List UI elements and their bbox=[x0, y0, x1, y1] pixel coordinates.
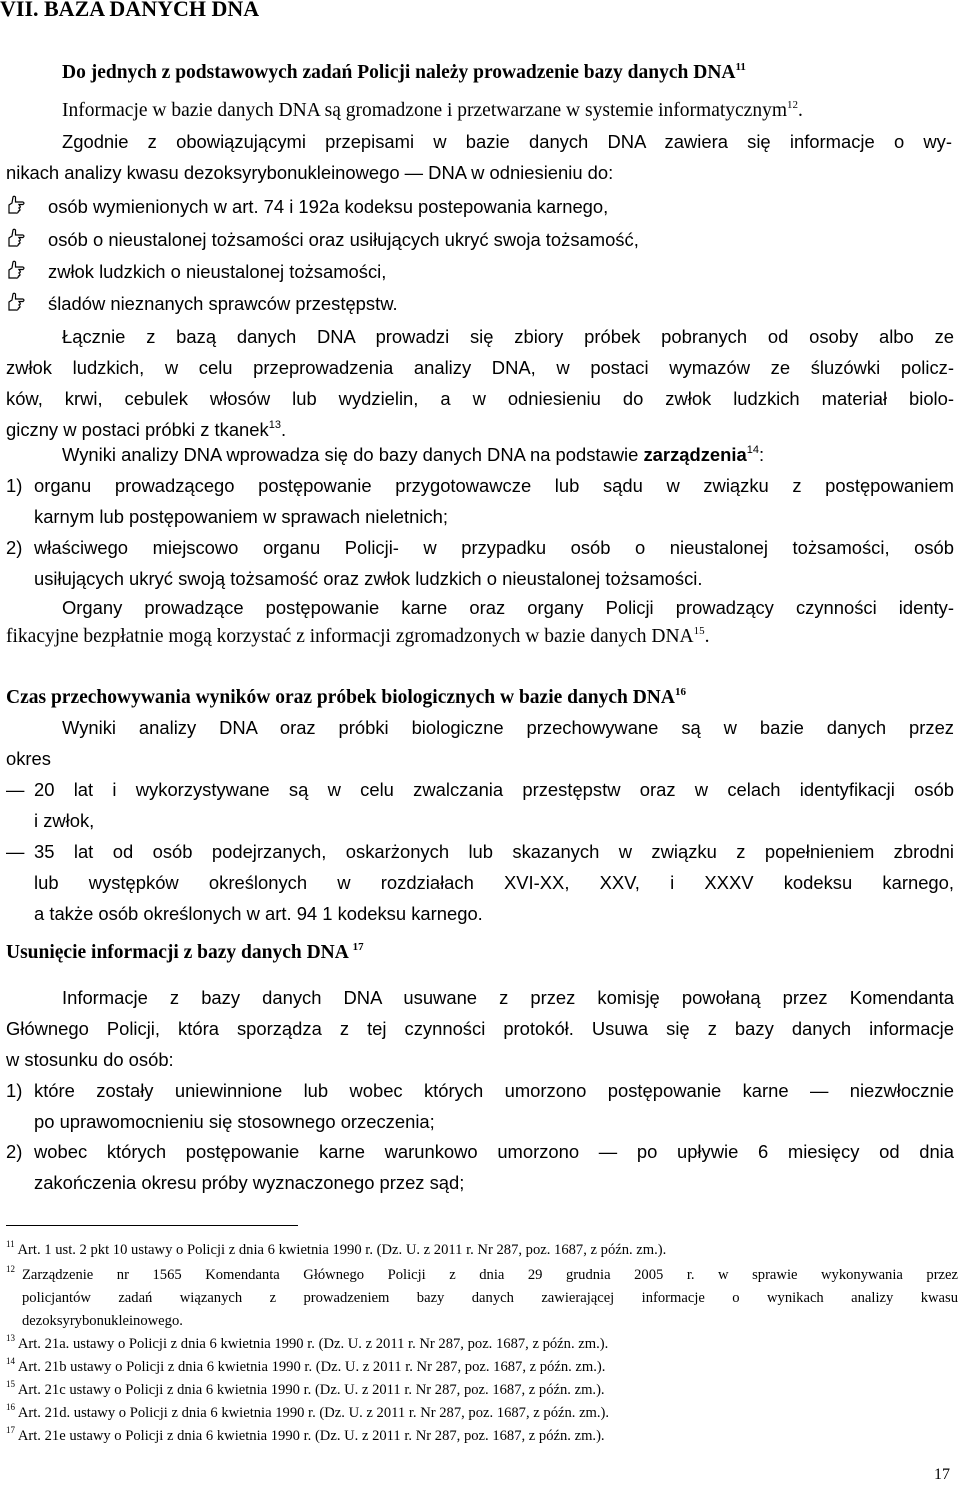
footnote-number: 15 bbox=[6, 1379, 15, 1390]
footnote-number: 17 bbox=[6, 1425, 15, 1436]
footnote-text: Art. 21c ustawy o Policji z dnia 6 kwietnia 1990 r. (Dz. U. z 2011 r. Nr 287, poz. 1687, z późn. zm.). bbox=[17, 1382, 605, 1398]
text-line: Informacje z bazy danych DNA usuwane z przez komisję powołaną przez Komendanta bbox=[62, 987, 954, 1008]
text-line: Zgodnie z obowiązującymi przepisami w bazie danych DNA zawiera się informacje o wy- bbox=[62, 131, 952, 152]
text-line bbox=[62, 96, 803, 126]
text-line: Głównego Policji, która sporządza z tej czynności protokół. Usuwa się z bazy danych informacje bbox=[6, 1018, 954, 1039]
text-span: : bbox=[758, 444, 765, 465]
list-item-line: usiłujących ukryć swoją tożsamość oraz zwłok ludzkich o nieustalonej tożsamości. bbox=[34, 568, 703, 589]
footnote-separator bbox=[6, 1225, 298, 1226]
bullet-item: śladów nieznanych sprawców przestępstw. bbox=[48, 293, 398, 314]
footnote-text: Zarządzenie nr 1565 Komendanta Głównego Policji z dnia 29 grudnia 2005 r. w sprawie wykonywania przez bbox=[22, 1267, 958, 1283]
text-span: Wyniki analizy DNA wprowadza się do bazy danych DNA na podstawie bbox=[62, 444, 639, 465]
footnote-number-line bbox=[6, 1264, 15, 1286]
subsection-heading bbox=[6, 683, 686, 713]
footnote-text: dezoksyrybonukleinowego. bbox=[22, 1313, 183, 1329]
list-dash: — bbox=[6, 779, 25, 800]
page-number: 17 bbox=[934, 1466, 950, 1483]
footnote-text: Art. 21a. ustawy o Policji z dnia 6 kwietnia 1990 r. (Dz. U. z 2011 r. Nr 287, poz. 1687, z późn. zm.). bbox=[17, 1336, 609, 1352]
footnote-text: Art. 21b ustawy o Policji z dnia 6 kwietnia 1990 r. (Dz. U. z 2011 r. Nr 287, poz. 1687, z późn. zm.). bbox=[17, 1359, 606, 1375]
text-span: . bbox=[704, 626, 710, 647]
pointing-hand-icon bbox=[6, 194, 28, 216]
list-item-line: a także osób określonych w art. 94 1 kodeksu karnego. bbox=[34, 903, 483, 924]
list-item-line: po uprawomocnieniu się stosownego orzeczenia; bbox=[34, 1111, 435, 1132]
footnote-text: policjantów zadań wiązanych z prowadzeniem bazy danych zawierającej informacje o wynikach analizy kwasu bbox=[22, 1290, 958, 1306]
footnote-number: 13 bbox=[6, 1333, 15, 1344]
footnote bbox=[6, 1379, 605, 1401]
footnote-text: Art. 1 ust. 2 pkt 10 ustawy o Policji z dnia 6 kwietnia 1990 r. (Dz. U. z 2011 r. Nr 287, poz. 1687, z późn. zm.). bbox=[17, 1242, 667, 1258]
footnote-ref: 17 bbox=[352, 940, 364, 953]
footnote-ref: 13 bbox=[268, 418, 281, 431]
list-number: 2) bbox=[6, 537, 23, 558]
text-span: . bbox=[798, 100, 803, 121]
footnote-ref: 11 bbox=[735, 60, 746, 73]
pointing-hand-icon bbox=[6, 259, 28, 281]
list-item-line: wobec których postępowanie karne warunkowo umorzono — po upływie 6 miesięcy od dnia bbox=[34, 1141, 954, 1162]
list-item-line: 20 lat i wykorzystywane są w celu zwalczania przestępstw oraz w celach identyfikacji osób bbox=[34, 779, 954, 800]
footnote-text: Art. 21e ustawy o Policji z dnia 6 kwietnia 1990 r. (Dz. U. z 2011 r. Nr 287, poz. 1687, z późn. zm.). bbox=[17, 1428, 605, 1444]
footnote bbox=[6, 1425, 605, 1447]
bold-term: zarządzenia bbox=[643, 444, 747, 465]
bullet-item: osób o nieustalonej tożsamości oraz usiłujących ukryć swoja tożsamość, bbox=[48, 229, 639, 250]
list-item-line: organu prowadzącego postępowanie przygotowawcze lub sądu w związku z postępowaniem bbox=[34, 475, 954, 496]
pointing-hand-icon bbox=[6, 227, 28, 249]
section-title: VII. BAZA DANYCH DNA bbox=[0, 0, 260, 21]
text-line: w stosunku do osób: bbox=[6, 1049, 174, 1070]
list-number: 2) bbox=[6, 1141, 23, 1162]
footnote-ref: 16 bbox=[674, 685, 686, 698]
list-number: 1) bbox=[6, 475, 23, 496]
text-line: Łącznie z bazą danych DNA prowadzi się zbiory próbek pobranych od osoby albo ze bbox=[62, 326, 954, 347]
footnote bbox=[6, 1356, 605, 1378]
footnote-number: 12 bbox=[6, 1264, 15, 1275]
text-span: fikacyjne bezpłatnie mogą korzystać z informacji zgromadzonych w bazie danych DNA bbox=[6, 626, 694, 647]
text-line: nikach analizy kwasu dezoksyrybonukleinowego — DNA w odniesieniu do: bbox=[6, 162, 614, 183]
text-line: okres bbox=[6, 748, 51, 769]
list-item-line: które zostały uniewinnione lub wobec których umorzono postępowanie karne — niezwłocznie bbox=[34, 1080, 954, 1101]
footnote-number: 16 bbox=[6, 1402, 15, 1413]
text-span: giczny w postaci próbki z tkanek bbox=[6, 419, 269, 440]
pointing-hand-icon bbox=[6, 291, 28, 313]
footnote bbox=[6, 1402, 609, 1424]
footnote-ref: 14 bbox=[746, 443, 759, 456]
heading-text: Usunięcie informacji z bazy danych DNA bbox=[6, 942, 348, 963]
footnote-number: 14 bbox=[6, 1356, 15, 1367]
footnote bbox=[6, 1239, 666, 1261]
list-item-line: właściwego miejscowo organu Policji- w przypadku osób o nieustalonej tożsamości, osób bbox=[34, 537, 954, 558]
text-span: Informacje w bazie danych DNA są gromadzone i przetwarzane w systemie informatycznym bbox=[62, 100, 788, 121]
list-item-line: 35 lat od osób podejrzanych, oskarżonych lub skazanych w związku z popełnieniem zbrodni bbox=[34, 841, 954, 862]
list-dash: — bbox=[6, 841, 25, 862]
text-line bbox=[62, 440, 764, 470]
bullet-item: osób wymienionych w art. 74 i 192a kodeksu postepowania karnego, bbox=[48, 196, 609, 217]
text-span: . bbox=[280, 419, 287, 440]
text-line: Organy prowadzące postępowanie karne oraz organy Policji prowadzący czynności identy- bbox=[62, 597, 954, 618]
text-line: Wyniki analizy DNA oraz próbki biologiczne przechowywane są w bazie danych przez bbox=[62, 717, 954, 738]
text-line bbox=[6, 622, 710, 652]
heading-text: Do jednych z podstawowych zadań Policji należy prowadzenie bazy danych DNA bbox=[62, 62, 736, 83]
footnote-ref: 12 bbox=[787, 98, 799, 111]
footnote-text: Art. 21d. ustawy o Policji z dnia 6 kwietnia 1990 r. (Dz. U. z 2011 r. Nr 287, poz. 1687, z późn. zm.). bbox=[17, 1405, 610, 1421]
paragraph-heading bbox=[62, 58, 746, 88]
text-line: ków, krwi, cebulek włosów lub wydzielin, a w odniesieniu do zwłok ludzkich materiał biolo- bbox=[6, 388, 954, 409]
list-item-line: i zwłok, bbox=[34, 810, 95, 831]
list-number: 1) bbox=[6, 1080, 23, 1101]
footnote-ref: 15 bbox=[693, 624, 705, 637]
text-line: zwłok ludzkich, w celu przeprowadzenia analizy DNA, w postaci wymazów ze śluzówki policz- bbox=[6, 357, 954, 378]
list-item-line: lub występków określonych w rozdziałach XVI-XX, XXV, i XXXV kodeksu karnego, bbox=[34, 872, 954, 893]
list-item-line: karnym lub postępowaniem w sprawach nieletnich; bbox=[34, 506, 448, 527]
footnote-number: 11 bbox=[6, 1239, 15, 1250]
list-item-line: zakończenia okresu próby wyznaczonego przez sąd; bbox=[34, 1172, 465, 1193]
bullet-item: zwłok ludzkich o nieustalonej tożsamości, bbox=[48, 261, 387, 282]
subsection-heading bbox=[6, 938, 364, 968]
heading-text: Czas przechowywania wyników oraz próbek biologicznych w bazie danych DNA bbox=[6, 687, 675, 708]
footnote bbox=[6, 1333, 608, 1355]
